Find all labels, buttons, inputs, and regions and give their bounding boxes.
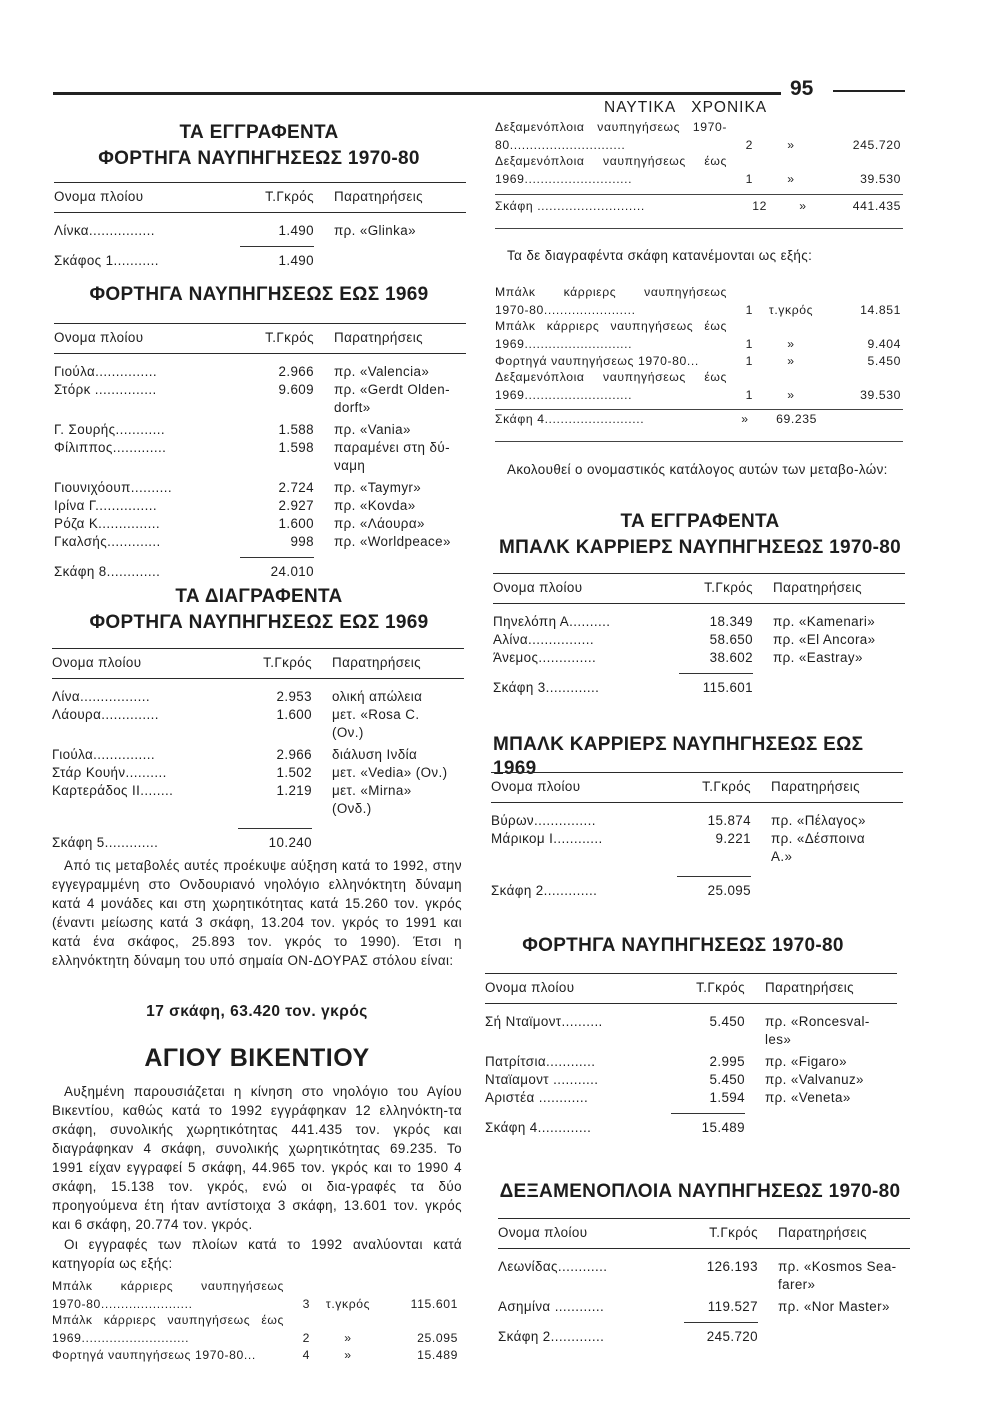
table-top-rule: [52, 648, 464, 649]
table-row: [493, 631, 905, 649]
ship-name: Πηνελόπη Α..........: [493, 614, 611, 629]
gross-tonnage: 1.490: [278, 223, 314, 238]
paragraph-honduras: [52, 856, 462, 970]
breakdown-category: Μπάλκ κάρριερς ναυπηγήσεως: [495, 285, 727, 299]
total-tonnage: 25.095: [707, 883, 751, 898]
gross-tonnage: 126.193: [706, 1259, 758, 1274]
paragraph-st-vincent: [52, 1082, 462, 1234]
sum-rule: [671, 1113, 745, 1114]
remarks: dorft»: [334, 400, 371, 415]
paragraph-list-intro: [495, 460, 905, 479]
breakdown-row: [52, 1330, 462, 1347]
column-header-name: Ονομα πλοίου: [498, 1225, 588, 1240]
sec2-title: ΦΟΡΤΗΓΑ ΝΑΥΠΗΓΗΣΕΩΣ ΕΩΣ 1969: [89, 284, 429, 305]
column-header-name: Ονομα πλοίου: [493, 580, 583, 595]
breakdown-value: 14.851: [860, 303, 901, 317]
column-header-remarks: Παρατηρήσεις: [773, 580, 863, 595]
breakdown-row: [52, 1347, 462, 1364]
remarks: πρ. «Πέλαγος»: [771, 813, 866, 828]
sec1-title-line1: ΤΑ ΕΓΓΡΑΦΕΝΤΑ: [179, 122, 339, 143]
column-header-remarks: Παρατηρήσεις: [334, 330, 424, 345]
breakdown-count: 1: [745, 388, 753, 402]
table-header-row: [493, 579, 905, 597]
table-top-rule: [491, 772, 903, 773]
breakdown-category: Μπάλκ κάρριερς ναυπηγήσεως έως: [495, 319, 727, 333]
table-row: [54, 533, 466, 551]
remarks: πρ. «Roncesval-: [765, 1014, 870, 1029]
gross-tonnage: 998: [290, 534, 314, 549]
sec6-title: ΦΟΡΤΗΓΑ ΝΑΥΠΗΓΗΣΕΩΣ 1970-80: [522, 935, 844, 956]
gross-tonnage: 9.609: [278, 382, 314, 397]
sec3-title: [53, 585, 465, 635]
table-total-row: [485, 1119, 897, 1137]
breakdown-value: 5.450: [867, 354, 901, 368]
sum-rule: [240, 557, 314, 558]
remarks: διάλυση Ινδία: [332, 747, 418, 762]
table-header-row: [491, 778, 903, 796]
remarks: πρ. «Λάουρα»: [334, 516, 425, 531]
remarks: πρ. «Valencia»: [334, 364, 430, 379]
gross-tonnage: 119.527: [707, 1299, 758, 1314]
total-label: Σκάφη 2.............: [498, 1329, 605, 1344]
gross-tonnage: 18.349: [709, 614, 753, 629]
deleted-total-unit: »: [741, 412, 749, 426]
column-header-tons: Τ.Γκρός: [263, 655, 312, 670]
table-header-row: [54, 329, 466, 347]
table-header-rule: [54, 353, 466, 354]
breakdown-unit: »: [344, 1331, 352, 1345]
sec1-title-line2: ΦΟΡΤΗΓΑ ΝΑΥΠΗΓΗΣΕΩΣ 1970-80: [98, 148, 420, 169]
breakdown-count: 1: [745, 354, 753, 368]
ship-name: Λίνκα................: [54, 223, 155, 238]
breakdown-row: [495, 302, 905, 319]
breakdown-label: 1969...........................: [52, 1331, 190, 1345]
table-top-rule: [54, 323, 466, 324]
table-row: [52, 688, 464, 706]
table-header-row: [498, 1224, 910, 1242]
ship-name: Γιούλα...............: [52, 747, 155, 762]
breakdown-category: Δεξαμενόπλοια ναυπηγήσεως έως: [495, 154, 727, 168]
column-header-name: Ονομα πλοίου: [485, 980, 575, 995]
sum-rule: [238, 828, 312, 829]
table-row: [493, 649, 905, 667]
table-row: [498, 1258, 910, 1294]
sum-rule: [677, 876, 751, 877]
ship-name: Λίνα.................: [52, 689, 151, 704]
section-title-st-vincent: ΑΓΙΟΥ ΒΙΚΕΝΤΙΟΥ: [144, 1044, 370, 1072]
ship-name: Ασημίνα ............: [498, 1299, 605, 1314]
breakdown-category: Μπάλκ κάρριερς ναυπηγήσεως: [52, 1279, 284, 1293]
deleted-total-value: 69.235: [776, 412, 817, 426]
sec7-title: ΔΕΞΑΜΕΝΟΠΛΟΙΑ ΝΑΥΠΗΓΗΣΕΩΣ 1970-80: [499, 1181, 901, 1202]
ship-name: Ιρίνα Γ...............: [54, 498, 157, 513]
breakdown-total-row: [495, 199, 905, 217]
total-label: Σκάφη 2.............: [491, 883, 598, 898]
gross-tonnage: 1.598: [278, 440, 314, 455]
table-total-row: [498, 1328, 910, 1346]
breakdown-value: 25.095: [417, 1331, 458, 1345]
sec4-title: [495, 510, 905, 560]
table-row: [52, 706, 464, 742]
header-rule-left: [53, 92, 781, 95]
sum-rule: [684, 1322, 758, 1323]
column-header-name: Ονομα πλοίου: [52, 655, 142, 670]
gross-tonnage: 1.502: [276, 765, 312, 780]
remarks: πρ. «Nor Master»: [778, 1299, 890, 1314]
remarks: πρ. «Veneta»: [765, 1090, 851, 1105]
breakdown-label: 1969...........................: [495, 337, 633, 351]
gross-tonnage: 58.650: [709, 632, 753, 647]
breakdown-unit: τ.γκρός: [325, 1297, 371, 1311]
gross-tonnage: 2.927: [278, 498, 314, 513]
ship-name: Μάρικομ Ι............: [491, 831, 603, 846]
column-header-tons: Τ.Γκρός: [709, 1225, 758, 1240]
breakdown-label: Φορτηγά ναυπηγήσεως 1970-80...: [52, 1348, 256, 1362]
remarks: πρ. «Eastray»: [773, 650, 863, 665]
remarks: πρ. «Valvanuz»: [765, 1072, 864, 1087]
deleted-total-row: [495, 412, 905, 430]
deleted-end-rule: [495, 441, 903, 442]
column-header-name: Ονομα πλοίου: [54, 189, 144, 204]
table-total-row: [54, 563, 466, 581]
paragraph-st-vincent-text: Αυξημένη παρουσιάζεται η κίνηση στο νηολόγιο του Αγίου Βικεντίου, καθώς κατά το 1992 εγγράφηκαν 12 ελληνόκτη-τα σκάφη, συνολικής χωρητικότητας 441.435 τον. γκρός και διαγράφηκαν 4 σκάφη, συνολικής χωρητικότητας 69.235. Το 1991 είχαν εγγραφεί 5 σκάφη, 44.965 τον. γκρός και το 1990 4 σκάφη, 15.138 τον. γκρός, ενώ οι δια-γραφές τα δύο προηγούμενα έτη ήταν αντίστοιχα 3 σκάφη, 13.601 τον. γκρός και 6 σκάφη, 20.774 τον. γκρός.: [52, 1084, 462, 1232]
breakdown-end-rule: [495, 228, 903, 229]
gross-tonnage: 2.966: [278, 364, 314, 379]
table-header-rule: [54, 212, 466, 213]
table-row: [498, 1298, 910, 1316]
gross-tonnage: 38.602: [709, 650, 753, 665]
table-header-rule: [498, 1248, 910, 1249]
total-label: Σκάφη 3.............: [493, 680, 600, 695]
column-header-remarks: Παρατηρήσεις: [771, 779, 861, 794]
gross-tonnage: 2.724: [278, 480, 314, 495]
breakdown-label: 1970-80.......................: [495, 303, 636, 317]
table-row: [54, 222, 466, 240]
total-label: Σκάφη 8.............: [54, 564, 161, 579]
table-header-rule: [485, 1003, 897, 1004]
breakdown-count: 2: [302, 1331, 310, 1345]
table-total-row: [52, 834, 464, 852]
sec3-title-line1: ΤΑ ΔΙΑΓΡΑΦΕΝΤΑ: [175, 586, 343, 607]
table-row: [485, 1071, 897, 1089]
remarks: πρ. «Kovda»: [334, 498, 416, 513]
remarks: ολική απώλεια: [332, 689, 423, 704]
paragraph-deleted-text: Τα δε διαγραφέντα σκάφη κατανέμονται ως εξής:: [507, 248, 813, 263]
breakdown-total-count: 12: [752, 199, 767, 213]
gross-tonnage: 2.995: [709, 1054, 745, 1069]
remarks: πρ. «El Ancora»: [773, 632, 876, 647]
ship-name: Πατρίτσια............: [485, 1054, 596, 1069]
breakdown-label: 1969...........................: [495, 172, 633, 186]
remarks: πρ. «Glinka»: [334, 223, 416, 238]
sec3-title-line2: ΦΟΡΤΗΓΑ ΝΑΥΠΗΓΗΣΕΩΣ ΕΩΣ 1969: [89, 612, 429, 633]
breakdown-row: [52, 1296, 462, 1313]
total-tonnage: 115.601: [702, 680, 753, 695]
table-header-rule: [493, 603, 905, 604]
total-label: Σκάφη 4.............: [485, 1120, 592, 1135]
breakdown-unit: »: [787, 172, 795, 186]
table-row: [52, 782, 464, 818]
breakdown-row: [495, 387, 905, 404]
table-row: [485, 1013, 897, 1049]
ship-name: Φίλιππος.............: [54, 440, 167, 455]
table-row: [54, 479, 466, 497]
gross-tonnage: 5.450: [709, 1014, 745, 1029]
gross-tonnage: 5.450: [709, 1072, 745, 1087]
breakdown-total-unit: »: [799, 199, 807, 213]
remarks: πρ. «Gerdt Olden-: [334, 382, 450, 397]
breakdown-unit: »: [787, 354, 795, 368]
ship-name: Γιουνιχόουπ..........: [54, 480, 172, 495]
remarks: μετ. «Vedia» (Ον.): [332, 765, 448, 780]
paragraph-deleted: [495, 246, 905, 265]
remarks: πρ. «Figaro»: [765, 1054, 847, 1069]
honduras-total: 17 σκάφη, 63.420 τον. γκρός: [146, 1003, 368, 1020]
table-top-rule: [54, 182, 466, 183]
column-header-name: Ονομα πλοίου: [54, 330, 144, 345]
ship-name: Αριστέα ............: [485, 1090, 589, 1105]
gross-tonnage: 1.219: [276, 783, 312, 798]
column-header-tons: Τ.Γκρός: [702, 779, 751, 794]
breakdown-unit: »: [344, 1348, 352, 1362]
remarks: les»: [765, 1032, 792, 1047]
ship-name: Ρόζα Κ...............: [54, 516, 160, 531]
table-row: [493, 613, 905, 631]
running-head: ΝΑΥΤΙΚΑ ΧΡΟΝΙΚΑ: [604, 99, 768, 116]
breakdown-category: Μπάλκ κάρριερς ναυπηγήσεως έως: [52, 1313, 284, 1327]
breakdown-unit: »: [787, 337, 795, 351]
breakdown-label: 80.............................: [495, 138, 626, 152]
remarks: πρ. «Vania»: [334, 422, 411, 437]
total-label: Σκάφος 1...........: [54, 253, 159, 268]
table-top-rule: [493, 573, 905, 574]
table-row: [54, 421, 466, 439]
breakdown-count: 3: [302, 1297, 310, 1311]
table-top-rule: [485, 973, 897, 974]
table-total-row: [493, 679, 905, 697]
breakdown-value: 245.720: [852, 138, 901, 152]
gross-tonnage: 1.588: [278, 422, 314, 437]
breakdown-unit: τ.γκρός: [768, 303, 814, 317]
gross-tonnage: 1.600: [278, 516, 314, 531]
breakdown-count: 2: [745, 138, 753, 152]
breakdown-category: Δεξαμενόπλοια ναυπηγήσεως έως: [495, 370, 727, 384]
ship-name: Αλίνα................: [493, 632, 594, 647]
paragraph-categories: [52, 1235, 462, 1273]
column-header-tons: Τ.Γκρός: [696, 980, 745, 995]
ship-name: Άνεμος..............: [493, 650, 597, 665]
total-tonnage: 1.490: [278, 253, 314, 268]
ship-name: Λεωνίδας............: [498, 1259, 608, 1274]
table-row: [54, 515, 466, 533]
column-header-remarks: Παρατηρήσεις: [332, 655, 422, 670]
table-row: [491, 812, 903, 830]
remarks: ναμη: [334, 458, 366, 473]
sec5-title: ΜΠΑΛΚ ΚΑΡΡΙΕΡΣ ΝΑΥΠΗΓΗΣΕΩΣ ΕΩΣ 1969: [493, 734, 864, 779]
sum-rule: [679, 673, 753, 674]
total-label: Σκάφη 5.............: [52, 835, 159, 850]
table-row: [491, 830, 903, 866]
ship-name: Στόρκ ...............: [54, 382, 157, 397]
table-header-row: [485, 979, 897, 997]
table-row: [54, 363, 466, 381]
sec1-title: [53, 121, 465, 171]
breakdown-label: 1970-80.......................: [52, 1297, 193, 1311]
breakdown-count: 1: [745, 172, 753, 186]
breakdown-value: 39.530: [860, 172, 901, 186]
remarks: farer»: [778, 1277, 816, 1292]
remarks: πρ. «Δέσποινα: [771, 831, 866, 846]
column-header-tons: Τ.Γκρός: [265, 330, 314, 345]
column-header-tons: Τ.Γκρός: [704, 580, 753, 595]
deleted-total-rule: [495, 409, 903, 410]
breakdown-category: Δεξαμενόπλοια ναυπηγήσεως 1970-: [495, 120, 727, 134]
remarks: παραμένει στη δύ-: [334, 440, 450, 455]
total-tonnage: 15.489: [701, 1120, 745, 1135]
breakdown-value: 39.530: [860, 388, 901, 402]
gross-tonnage: 1.594: [709, 1090, 745, 1105]
ship-name: Γ. Σουρής............: [54, 422, 165, 437]
table-row: [52, 746, 464, 764]
remarks: (Ονδ.): [332, 801, 372, 816]
breakdown-count: 1: [745, 303, 753, 317]
breakdown-unit: »: [787, 138, 795, 152]
gross-tonnage: 2.966: [276, 747, 312, 762]
table-header-rule: [52, 678, 464, 679]
table-top-rule: [498, 1218, 910, 1219]
page-number: 95: [790, 77, 814, 100]
total-tonnage: 10.240: [268, 835, 312, 850]
ship-name: Βύρων...............: [491, 813, 596, 828]
paragraph-honduras-text: Από τις μεταβολές αυτές προέκυψε αύξηση κατά το 1992, στην εγγεγραμμένη στο Ονδουριανό νηολόγιο ελληνόκτητη δύναμη κατά 4 μονάδες και στη χωρητικότητας κατά 15.260 τον. γκρός (έναντι μείωσης κατά 3 σκάφη, 13.204 τον. γκρός το 1991 και κατά ένα σκάφος, 25.893 τον. γκρός το 1990). Έτσι η ελληνόκτητη δύναμη του υπό σημαία ΟΝ-ΔΟΥΡΑΣ στόλου είναι:: [52, 858, 462, 968]
ship-name: Λάουρα..............: [52, 707, 159, 722]
remarks: Α.»: [771, 849, 793, 864]
table-total-row: [491, 882, 903, 900]
header-rule-right: [833, 90, 905, 92]
gross-tonnage: 1.600: [276, 707, 312, 722]
breakdown-value: 15.489: [417, 1348, 458, 1362]
table-row: [54, 439, 466, 475]
paragraph-categories-text: Οι εγγραφές των πλοίων κατά το 1992 αναλύονται κατά κατηγορία ως εξής:: [52, 1237, 462, 1271]
ship-name: Νταϊαμοντ ...........: [485, 1072, 599, 1087]
ship-name: Γκαλσής.............: [54, 534, 161, 549]
remarks: μετ. «Mirna»: [332, 783, 412, 798]
column-header-remarks: Παρατηρήσεις: [765, 980, 855, 995]
sum-rule: [240, 246, 314, 247]
remarks: πρ. «Taymyr»: [334, 480, 422, 495]
table-row: [54, 381, 466, 417]
breakdown-label: Φορτηγά ναυπηγήσεως 1970-80...: [495, 354, 699, 368]
gross-tonnage: 2.953: [276, 689, 312, 704]
table-row: [54, 497, 466, 515]
breakdown-total-value: 441.435: [852, 199, 901, 213]
ship-name: Σή Νταϊμοντ..........: [485, 1014, 603, 1029]
table-row: [485, 1053, 897, 1071]
table-header-row: [54, 188, 466, 206]
gross-tonnage: 9.221: [715, 831, 751, 846]
ship-name: Καρτεράδος ΙΙ........: [52, 783, 174, 798]
table-row: [485, 1089, 897, 1107]
ship-name: Στάρ Κουήν..........: [52, 765, 167, 780]
table-row: [52, 764, 464, 782]
breakdown-row: [495, 336, 905, 353]
breakdown-row: [495, 353, 905, 370]
breakdown-total-rule: [495, 194, 903, 195]
gross-tonnage: 15.874: [707, 813, 751, 828]
sec4-title-line1: ΤΑ ΕΓΓΡΑΦΕΝΤΑ: [620, 511, 780, 532]
total-tonnage: 245.720: [706, 1329, 758, 1344]
table-total-row: [54, 252, 466, 270]
breakdown-value: 9.404: [867, 337, 901, 351]
breakdown-total-label: Σκάφη ...........................: [495, 199, 645, 213]
breakdown-count: 1: [745, 337, 753, 351]
breakdown-row: [495, 137, 905, 154]
remarks: πρ. «Worldpeace»: [334, 534, 451, 549]
breakdown-label: 1969...........................: [495, 388, 633, 402]
remarks: μετ. «Rosa C.: [332, 707, 420, 722]
breakdown-count: 4: [302, 1348, 310, 1362]
breakdown-value: 115.601: [410, 1297, 458, 1311]
ship-name: Γιούλα...............: [54, 364, 157, 379]
table-header-row: [52, 654, 464, 672]
remarks: πρ. «Kamenari»: [773, 614, 876, 629]
remarks: (Ον.): [332, 725, 364, 740]
remarks: πρ. «Kosmos Sea-: [778, 1259, 897, 1274]
breakdown-unit: »: [787, 388, 795, 402]
paragraph-list-intro-text: Ακολουθεί ο ονομαστικός κατάλογος αυτών των μεταβο-λών:: [507, 462, 888, 477]
column-header-remarks: Παρατηρήσεις: [334, 189, 424, 204]
total-tonnage: 24.010: [270, 564, 314, 579]
breakdown-row: [495, 171, 905, 188]
deleted-total-label: Σκάφη 4.........................: [495, 412, 645, 426]
sec4-title-line2: ΜΠΑΛΚ ΚΑΡΡΙΕΡΣ ΝΑΥΠΗΓΗΣΕΩΣ 1970-80: [499, 537, 901, 558]
column-header-remarks: Παρατηρήσεις: [778, 1225, 868, 1240]
column-header-tons: Τ.Γκρός: [265, 189, 314, 204]
column-header-name: Ονομα πλοίου: [491, 779, 581, 794]
table-header-rule: [491, 802, 903, 803]
